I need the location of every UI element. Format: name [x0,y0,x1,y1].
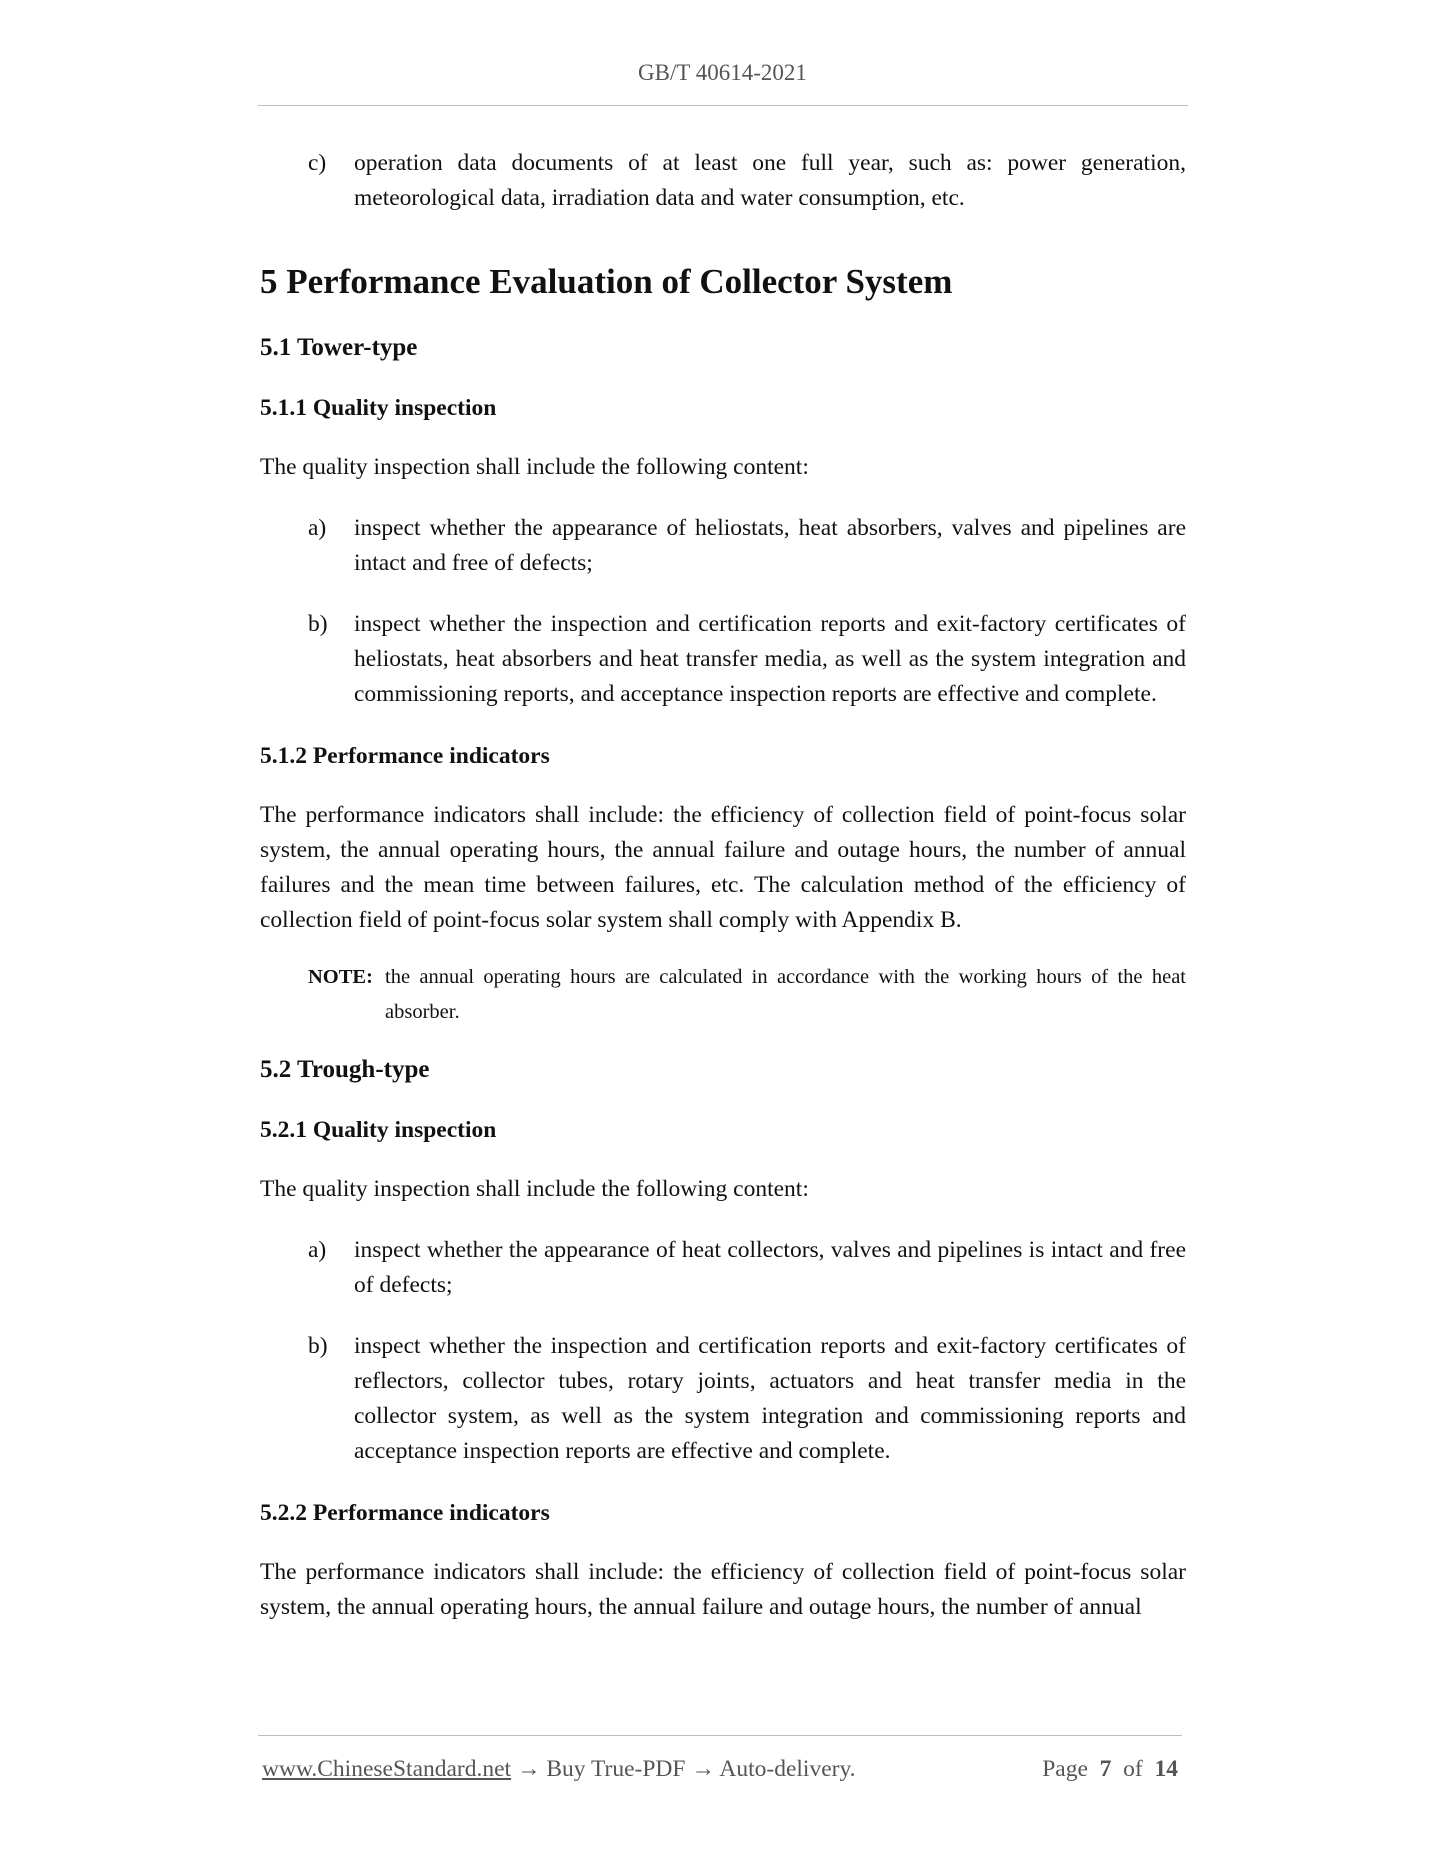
of-word: of [1123,1756,1143,1782]
section-5-1-1-heading: 5.1.1 Quality inspection [260,395,497,421]
list-item-text: inspect whether the appearance of heliostats, heat absorbers, valves and pipelines are intact and free of defects; [354,515,1186,576]
footer-divider [258,1735,1182,1736]
list-item [260,1329,1186,1469]
page-number: 7 [1099,1756,1112,1782]
list-item-label: a) [308,1237,327,1263]
list-item-text: inspect whether the inspection and certification reports and exit-factory certificates of heliostats, heat absorbers and heat transfer media, as well as the system integration and commissioning reports, and acceptance inspection reports are effective and complete. [354,611,1186,707]
section-5-1-2-heading: 5.1.2 Performance indicators [260,743,550,769]
footer-promo: → Buy True-PDF → Auto-delivery. [511,1756,856,1782]
list-item-label: a) [308,515,327,541]
list-item [260,607,1186,712]
list-item [260,1233,1186,1303]
page-word: Page [1042,1756,1088,1782]
section-5-2-2-heading: 5.2.2 Performance indicators [260,1500,550,1526]
section-5-2-heading: 5.2 Trough-type [260,1056,430,1083]
page-footer [262,1756,1182,1792]
page-header: GB/T 40614-2021 [638,60,807,85]
total-pages: 14 [1154,1756,1178,1782]
paragraph: The quality inspection shall include the following content: [260,1176,809,1202]
footer-left [262,1756,856,1783]
paragraph: The quality inspection shall include the following content: [260,454,809,480]
header-divider [258,105,1188,106]
paragraph: The performance indicators shall include: the efficiency of collection field of point-focus solar system, the annual operating hours, the annual failure and outage hours, the number of annual failures and the mean time between failures, etc. The calculation method of the efficiency of collection field of point-focus solar system shall comply with Appendix B. [260,802,1186,933]
list-item-text: inspect whether the appearance of heat collectors, valves and pipelines is intact and free of defects; [354,1237,1186,1298]
list-item [260,146,1186,216]
list-item-text: inspect whether the inspection and certification reports and exit-factory certificates of reflectors, collector tubes, rotary joints, actuators and heat transfer media in the collector system, as well as the system integration and commissioning reports and acceptance inspection reports are effective and complete. [354,1333,1186,1464]
paragraph: The performance indicators shall include: the efficiency of collection field of point-focus solar system, the annual operating hours, the annual failure and outage hours, the number of annual [260,1559,1186,1620]
note [260,960,1186,1030]
page-indicator [1042,1756,1178,1783]
list-item-label: c) [308,150,327,176]
list-item-label: b) [308,1333,328,1359]
list-item [260,511,1186,581]
section-5-1-heading: 5.1 Tower-type [260,334,418,361]
note-label: NOTE: [308,966,373,988]
section-5-heading: 5 Performance Evaluation of Collector System [260,262,953,301]
section-5-2-1-heading: 5.2.1 Quality inspection [260,1117,497,1143]
list-item-label: b) [308,611,328,637]
document-body [260,146,1186,1651]
note-text: the annual operating hours are calculated in accordance with the working hours of the heat absorber. [385,966,1186,1023]
website-link[interactable]: www.ChineseStandard.net [262,1756,512,1782]
list-item-text: operation data documents of at least one full year, such as: power generation, meteorological data, irradiation data and water consumption, etc. [354,150,1186,211]
